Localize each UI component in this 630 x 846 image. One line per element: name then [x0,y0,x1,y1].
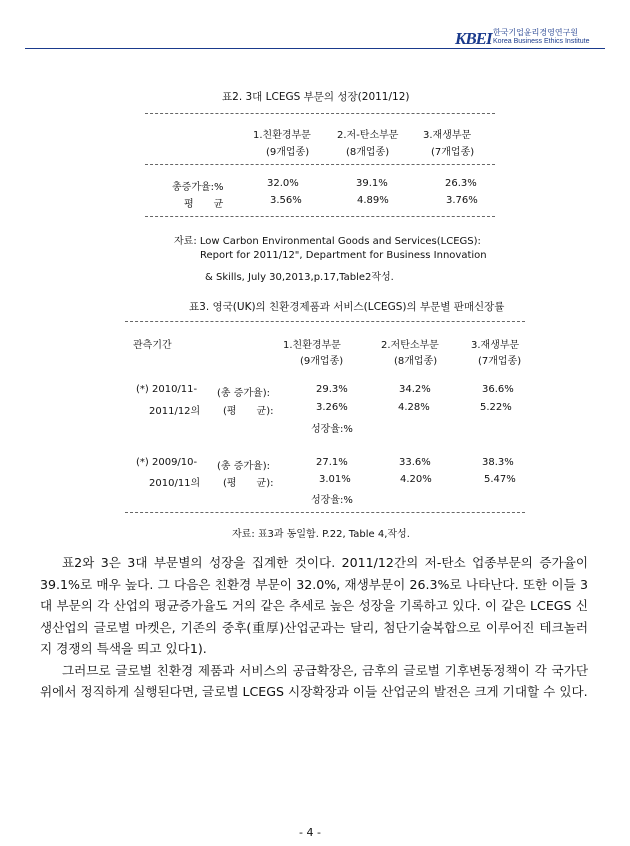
table3-period: (*) 2009/10- [136,457,198,468]
table3-unit: 성장율:% [311,495,353,506]
table3-cell: 4.20% [400,474,432,485]
table2-header-3: 3.재생부문 [423,130,472,141]
table2-source-line: 자료: Low Carbon Environmental Goods and Services(LCEGS): [174,236,481,247]
table3-source: 자료: 표3과 동일함. P.22, Table 4,작성. [232,529,410,540]
table3-rule-bottom [125,512,525,513]
table3-cell: 29.3% [316,384,348,395]
table3-period-header: 관측기간 [133,340,172,351]
table2-header-2-sub: (8개업종) [346,147,390,158]
table3-cell: 3.01% [319,474,351,485]
table3-cell: 33.6% [399,457,431,468]
table2-source-line: Report for 2011/12", Department for Business Innovation [200,250,487,261]
table2-header-1-sub: (9개업종) [266,147,310,158]
table3-title: 표3. 영국(UK)의 친환경제품과 서비스(LCEGS)의 부문별 판매신장률 [189,301,505,313]
table3-cell: 27.1% [316,457,348,468]
logo-korean-name: 한국기업윤리경영연구원 [493,28,579,37]
table2-header-3-sub: (7개업종) [431,147,475,158]
table3-label-avg: (평 균): [223,478,274,489]
table2-cell: 4.89% [357,195,389,206]
table2-header-1: 1.친환경부문 [253,130,311,141]
table3-period: (*) 2010/11- [136,384,198,395]
table2-cell: 39.1% [356,178,388,189]
table3-cell: 36.6% [482,384,514,395]
table3-cell: 5.22% [480,402,512,413]
table3-cell: 5.47% [484,474,516,485]
table3-header-3-sub: (7개업종) [478,356,522,367]
table2-source-line: & Skills, July 30,2013,p.17,Table2작성. [205,272,394,283]
table3-cell: 34.2% [399,384,431,395]
table3-header-1-sub: (9개업종) [300,356,344,367]
body-text [40,552,588,703]
table3-header-3: 3.재생부문 [471,340,520,351]
table3-cell: 3.26% [316,402,348,413]
table2-cell: 32.0% [267,178,299,189]
table2-cell: 3.76% [446,195,478,206]
logo-english-name: Korea Business Ethics Institute [493,38,590,45]
table2-rule-bottom [145,216,495,217]
header-rule [25,48,605,49]
table2-rule-top [145,113,495,114]
table3-header-1: 1.친환경부문 [283,340,341,351]
table2-cell: 3.56% [270,195,302,206]
table3-label-total: (총 증가율): [217,461,270,472]
table2-rule-mid [145,164,495,165]
table3-header-2-sub: (8개업종) [394,356,438,367]
page-number: - 4 - [299,826,321,839]
table2-row-label: 총증가율:% [172,182,224,193]
table3-cell: 38.3% [482,457,514,468]
logo-mark: KBEI [455,29,492,48]
table2-title: 표2. 3대 LCEGS 부문의 성장(2011/12) [222,91,410,103]
table3-period: 2011/12의 [149,406,201,417]
table3-label-total: (총 증가율): [217,388,270,399]
table2-header-2: 2.저-탄소부문 [337,130,399,141]
table2-row-label: 평 균 [184,199,224,210]
table3-header-2: 2.저탄소부문 [381,340,439,351]
table3-unit: 성장율:% [311,424,353,435]
table3-rule-top [125,321,525,322]
institute-logo [455,27,605,57]
table3-cell: 4.28% [398,402,430,413]
table2-cell: 26.3% [445,178,477,189]
body-paragraph-2: 그러므로 글로벌 친환경 제품과 서비스의 공급확장은, 금후의 글로벌 기후변동정책이 각 국가단위에서 정직하게 실행된다면, 글로벌 LCEGS 시장확장과 이들 산업군의 발전은 크게 기대할 수 있다. [40,662,588,699]
body-paragraph-1: 표2와 3은 3대 부문별의 성장을 집계한 것이다. 2011/12간의 저-탄소 업종부문의 증가율이 39.1%로 매우 높다. 그 다음은 친환경 부문이 32.0%, 재생부문이 26.3%로 나타난다. 또한 이들 3대 부문의 각 산업의 평균증가율도 거의 같은 추세로 높은 성장을 기록하고 있다. 이 같은 LCEGS 신생산업의 글로벌 마켓은, 기존의 중후(重厚)산업군과는 달리, 첨단기술복합으로 이루어진 테크놀러지 경쟁의 특색을 띄고 있다1). [40,555,588,656]
table3-period: 2010/11의 [149,478,201,489]
table3-label-avg: (평 균): [223,406,274,417]
